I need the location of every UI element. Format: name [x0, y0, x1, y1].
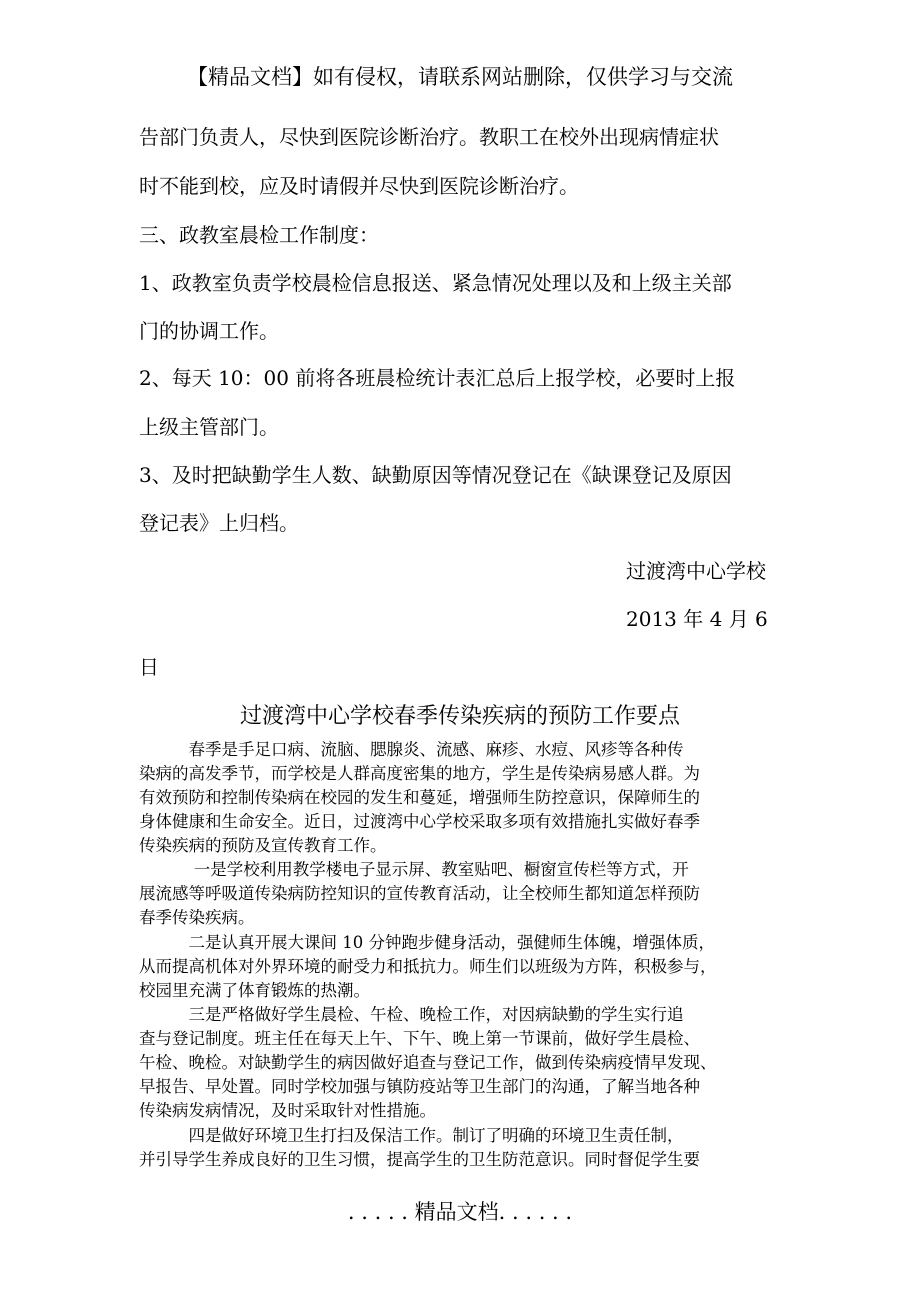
article-line: 展流感等呼吸道传染病防控知识的宣传教育活动，让全校师生都知道怎样预防	[139, 884, 700, 903]
section-item-line: 2、每天 10：00 前将各班晨检统计表汇总后上报学校，必要时上报	[139, 366, 736, 390]
article-title: 过渡湾中心学校春季传染疾病的预防工作要点	[239, 704, 680, 729]
signature-org: 过渡湾中心学校	[626, 559, 766, 583]
article-line: 并引导学生养成良好的卫生习惯，提高学生的卫生防范意识。同时督促学生要	[139, 1150, 700, 1169]
footer-label: . . . . . 精品文档. . . . . .	[347, 1200, 573, 1224]
article-line: 一是学校利用教学楼电子显示屏、教室贴吧、橱窗宣传栏等方式，开	[139, 860, 689, 879]
article-line: 校园里充满了体育锻炼的热潮。	[139, 981, 370, 1000]
section-item-line: 3、及时把缺勤学生人数、缺勤原因等情况登记在《缺课登记及原因	[139, 463, 732, 487]
section-item-line: 1、政教室负责学校晨检信息报送、紧急情况处理以及和上级主关部	[139, 271, 732, 295]
signature-date: 2013 年 4 月 6	[626, 607, 768, 631]
signature-date-tail: 日	[139, 655, 159, 679]
section-heading: 三、政教室晨检工作制度：	[139, 223, 379, 247]
continuation-line: 告部门负责人，尽快到医院诊断治疗。教职工在校外出现病情症状	[139, 125, 719, 149]
article-line: 身体健康和生命安全。近日，过渡湾中心学校采取多项有效措施扎实做好春季	[139, 812, 700, 831]
article-line: 染病的高发季节，而学校是人群高度密集的地方，学生是传染病易感人群。为	[139, 764, 700, 783]
section-item-line: 门的协调工作。	[139, 319, 279, 343]
article-line: 二是认真开展大课间 10 分钟跑步健身活动，强健师生体魄，增强体质，	[139, 933, 715, 952]
article-line: 传染疾病的预防及宣传教育工作。	[139, 836, 387, 855]
article-line: 有效预防和控制传染病在校园的发生和蔓延，增强师生防控意识，保障师生的	[139, 788, 700, 807]
article-line: 三是严格做好学生晨检、午检、晚检工作，对因病缺勤的学生实行追	[139, 1005, 684, 1024]
article-line: 春季传染疾病。	[139, 908, 255, 927]
article-line: 早报告、早处置。同时学校加强与镇防疫站等卫生部门的沟通，了解当地各种	[139, 1077, 700, 1096]
article-line: 从而提高机体对外界环境的耐受力和抵抗力。师生们以班级为方阵，积极参与，	[139, 957, 717, 976]
continuation-line: 时不能到校，应及时请假并尽快到医院诊断治疗。	[139, 174, 579, 198]
watermark-header: 【精品文档】如有侵权，请联系网站删除，仅供学习与交流	[187, 65, 733, 89]
section-item-line: 登记表》上归档。	[139, 511, 299, 535]
article-line: 春季是手足口病、流脑、腮腺炎、流感、麻疹、水痘、风疹等各种传	[139, 740, 684, 759]
article-line: 传染病发病情况，及时采取针对性措施。	[139, 1101, 436, 1120]
article-line: 午检、晚检。对缺勤学生的病因做好追查与登记工作，做到传染病疫情早发现、	[139, 1053, 717, 1072]
article-line: 四是做好环境卫生打扫及保洁工作。制订了明确的环境卫生责任制，	[139, 1126, 684, 1145]
article-line: 查与登记制度。班主任在每天上午、下午、晚上第一节课前，做好学生晨检、	[139, 1029, 700, 1048]
section-item-line: 上级主管部门。	[139, 415, 279, 439]
